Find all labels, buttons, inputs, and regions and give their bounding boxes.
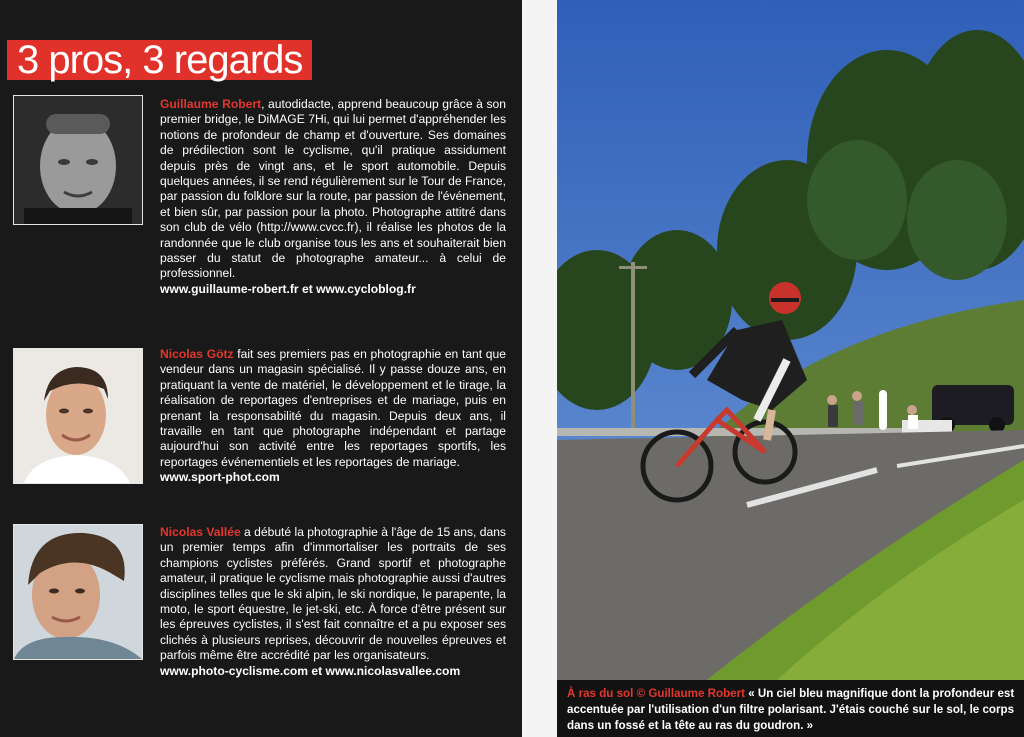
portrait-nicolas-vallee (13, 524, 143, 660)
photo-credit: À ras du sol © Guillaume Robert (567, 687, 745, 700)
website-link[interactable]: www.sport-phot.com (160, 470, 280, 485)
website-link[interactable]: www.guillaume-robert.fr et www.cycloblog.fr (160, 281, 416, 296)
photo-caption (567, 686, 1017, 734)
bio-text: fait ses premiers pas en photographie en tant que vendeur dans un magasin spécialisé. Il y passe douze ans, en pratiquant la vente de matériel, le développement et le tirage, la réalisation de reportages d'entreprises et de mariage, puis en prenant la responsabilité du magasin. Depuis deux ans, il travaille en tant que photographe indépendant et partage aujourd'hui son activité entre les reportages sportifs, les reportages événementiels et les reportages de mariage. (160, 347, 506, 469)
bio-nicolas-vallee (160, 525, 506, 679)
bio-text: a débuté la photographie à l'âge de 15 ans, dans un premier temps afin d'immortaliser les portraits de ses champions cyclistes préférés. Grand sportif et photographe amateur, il pratique le cyclisme mais photographie aussi d'autres disciplines telles que le ski alpin, le ski nordique, le parapente, la moto, le sport équestre, le jet-ski, etc. À force d'être présent sur les épreuves cyclistes, il s'est fait connaître et a pu exposer ses clichés à plusieurs reprises, découvrir de nouvelles épreuves et parfois même être accrédité par les organisateurs. (160, 525, 506, 663)
website-link[interactable]: www.photo-cyclisme.com et www.nicolasvallee.com (160, 663, 461, 678)
photographer-name: Nicolas Vallée (160, 525, 241, 539)
portrait-nicolas-gotz (13, 348, 143, 484)
bio-guillaume-robert (160, 97, 506, 297)
photographer-name: Nicolas Götz (160, 347, 234, 361)
bio-text: , autodidacte, apprend beaucoup grâce à son premier bridge, le DiMAGE 7Hi, qui lui permet d'appréhender les notions de profondeur de champ et d'ouverture. Ses domaines de prédilection sont le cyclisme, qu'il pratique assidument depuis près de vingt ans, et le sport automobile. Depuis quelques années, il se rend régulièrement sur le Tour de France, par passion du folklore sur la route, par passion de l'événement, et bien sûr, par passion pour la photo. Photographe attitré dans son club de vélo (http://www.cvcc.fr), il réalise les photos de la randonnée que le club organise tous les ans et souhaiterait bien passer du statut de photographe amateur... à celui de professionnel. (160, 97, 507, 281)
page-title: 3 pros, 3 regards (7, 40, 312, 80)
caption-quote: « Un ciel bleu magnifique dont la profondeur est accentuée par l'utilisation d'un filtre polarisant. J'étais couché sur le sol, le corps dans un fossé et la tête au ras du goudron. » (567, 687, 1015, 732)
bio-nicolas-gotz (160, 347, 506, 486)
page-gutter (522, 0, 557, 737)
photographer-name: Guillaume Robert (160, 97, 262, 111)
cyclist-photo (557, 0, 1024, 680)
portrait-guillaume-robert (13, 95, 143, 225)
